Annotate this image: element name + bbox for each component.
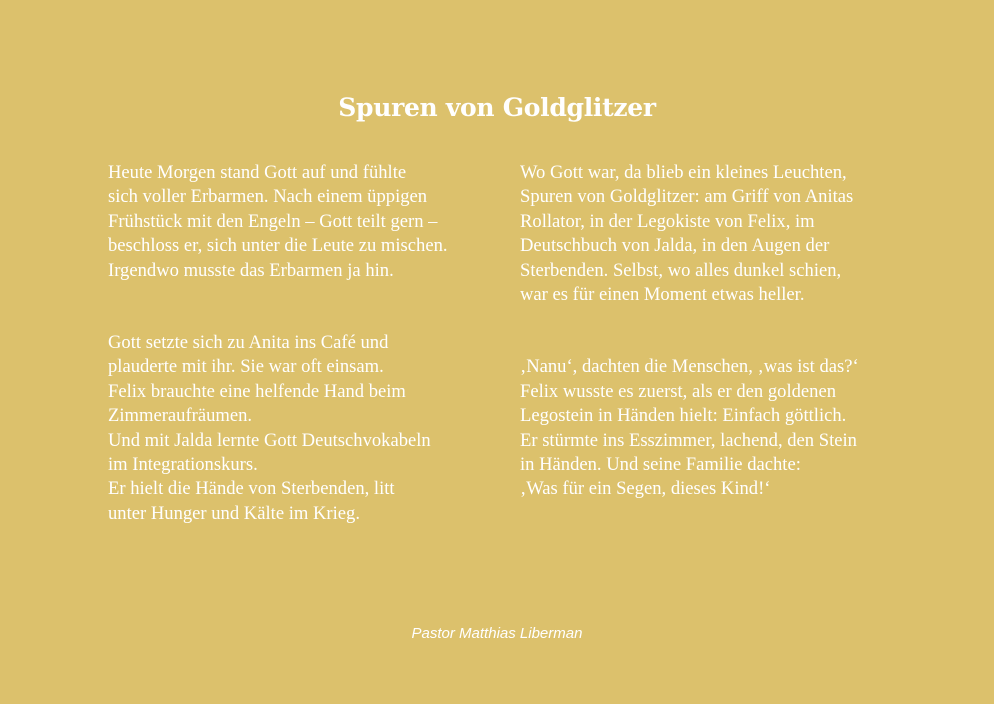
text-line: Und mit Jalda lernte Gott Deutschvokabeln — [108, 429, 431, 451]
text-line: Deutschbuch von Jalda, in den Augen der — [520, 235, 830, 257]
page-title: Spuren von Goldglitzer — [338, 93, 656, 122]
text-line: Rollator, in der Legokiste von Felix, im — [520, 210, 815, 232]
text-line: Sterbenden. Selbst, wo alles dunkel schien, — [520, 259, 842, 281]
text-line: Er stürmte ins Esszimmer, lachend, den Stein — [520, 429, 857, 451]
text-line: im Integrationskurs. — [108, 454, 258, 476]
text-line: Gott setzte sich zu Anita ins Café und — [108, 332, 389, 354]
right-column — [520, 161, 910, 502]
left-stanza-2 — [108, 331, 488, 526]
text-line: Er hielt die Hände von Sterbenden, litt — [108, 478, 395, 500]
text-line: unter Hunger und Kälte im Krieg. — [108, 502, 360, 524]
left-stanza-1 — [108, 161, 488, 283]
text-line: Heute Morgen stand Gott auf und fühlte — [108, 162, 407, 183]
text-line: plauderte mit ihr. Sie war oft einsam. — [108, 356, 384, 378]
left-column — [108, 161, 488, 526]
stanza-gap — [108, 283, 488, 331]
text-line: ‚Was für ein Segen, dieses Kind!‘ — [520, 478, 771, 500]
text-line: Wo Gott war, da blieb ein kleines Leuchten, — [520, 162, 847, 183]
text-line: Felix wusste es zuerst, als er den goldenen — [520, 380, 837, 402]
stanza-gap — [520, 307, 910, 355]
text-line: Frühstück mit den Engeln – Gott teilt gern – — [108, 210, 438, 232]
right-stanza-1 — [520, 161, 910, 307]
text-line: sich voller Erbarmen. Nach einem üppigen — [108, 186, 428, 208]
text-line: war es für einen Moment etwas heller. — [520, 284, 805, 306]
text-line: ‚Nanu‘, dachten die Menschen, ‚was ist das?‘ — [520, 356, 859, 378]
text-line: Irgendwo musste das Erbarmen ja hin. — [108, 259, 394, 281]
text-line: in Händen. Und seine Familie dachte: — [520, 454, 801, 476]
author-signature: Pastor Matthias Liberman — [411, 625, 583, 642]
text-line: beschloss er, sich unter die Leute zu mischen. — [108, 235, 448, 257]
text-line: Felix brauchte eine helfende Hand beim — [108, 380, 406, 402]
text-line: Zimmeraufräumen. — [108, 405, 253, 427]
text-line: Spuren von Goldglitzer: am Griff von Anitas — [520, 186, 854, 208]
text-line: Legostein in Händen hielt: Einfach göttlich. — [520, 405, 847, 427]
right-stanza-2 — [520, 355, 910, 501]
